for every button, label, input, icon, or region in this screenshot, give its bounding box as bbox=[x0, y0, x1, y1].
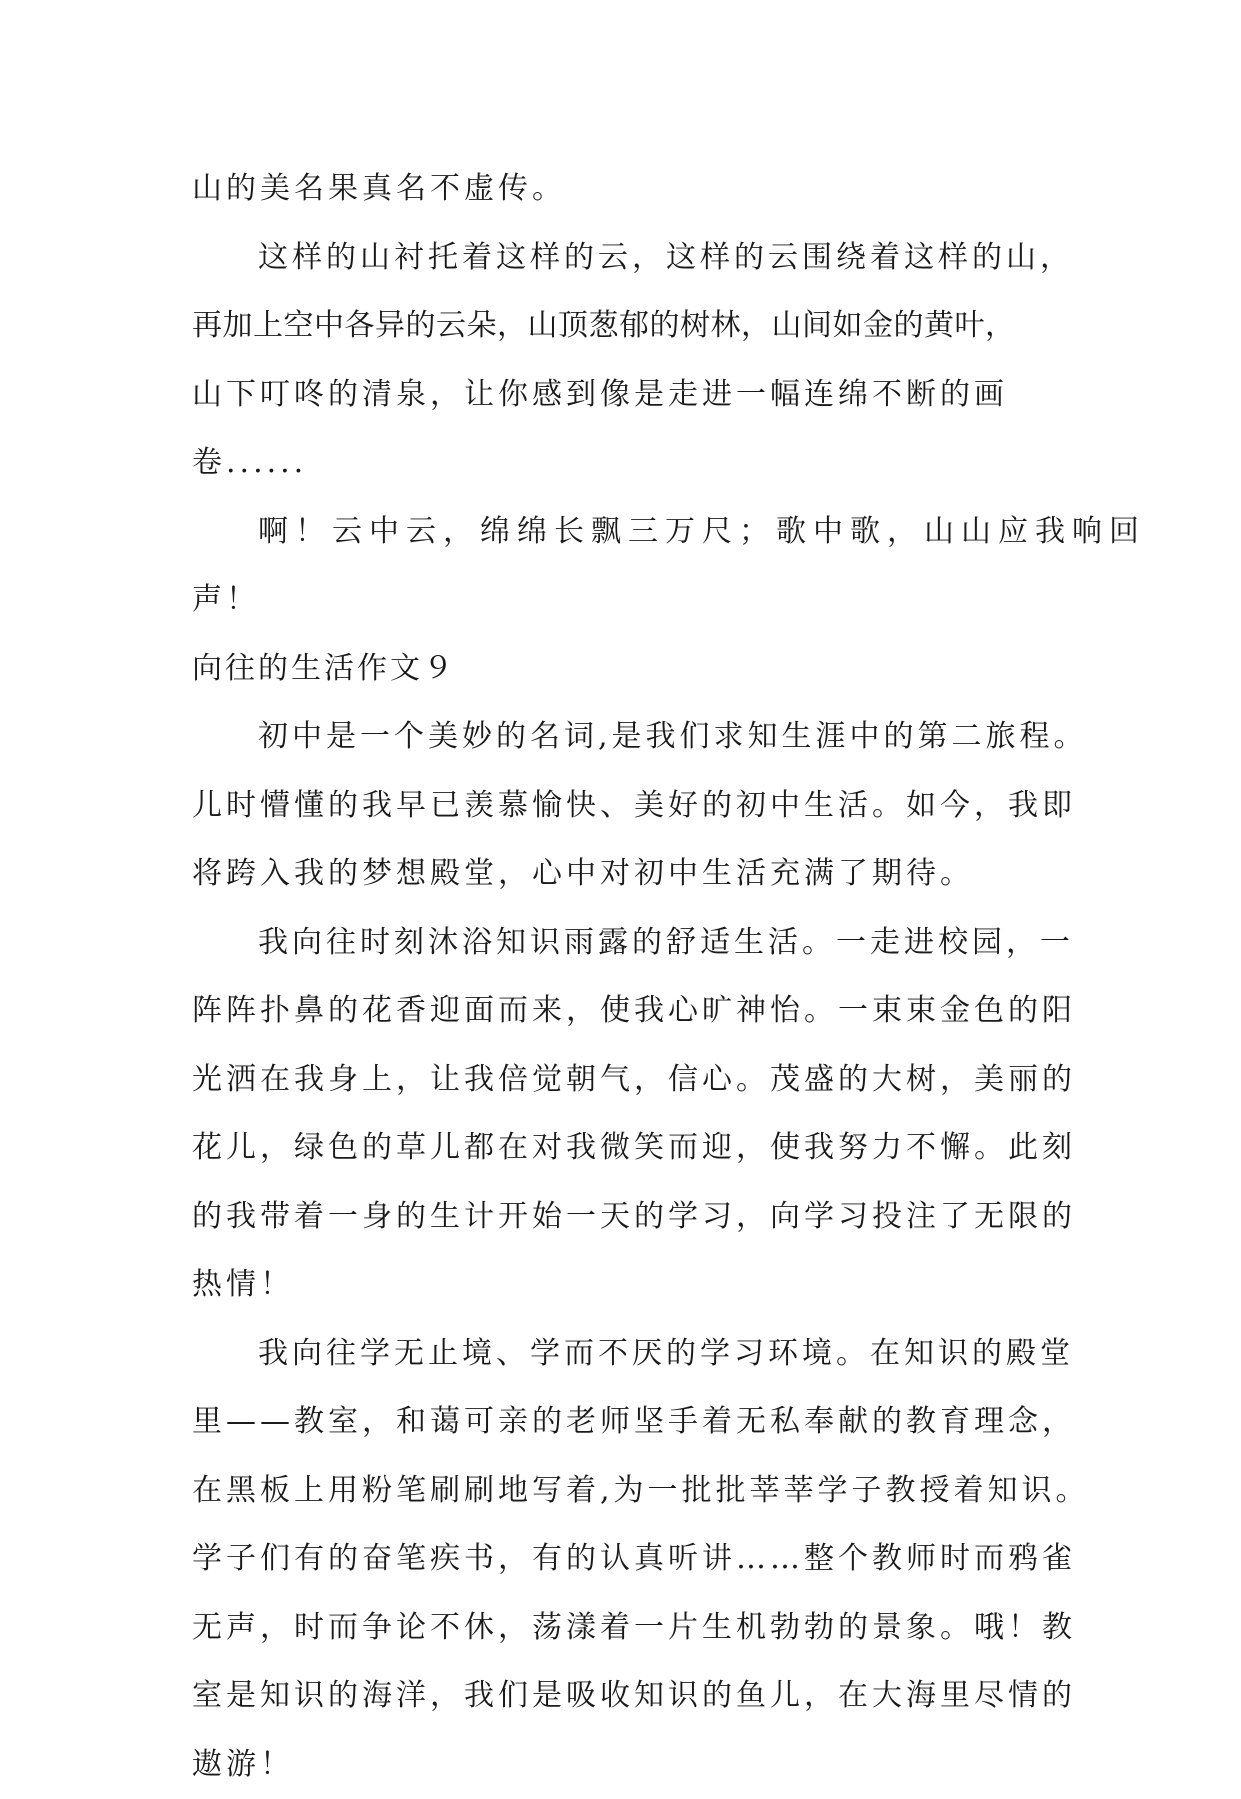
paragraph-line: 儿时懵懂的我早已羡慕愉快、美好的初中生活。如今，我即 bbox=[192, 772, 1052, 841]
paragraph-line: 无声，时而争论不休，荡漾着一片生机勃勃的景象。哦！教 bbox=[192, 1594, 1052, 1663]
paragraph-line: 声！ bbox=[192, 566, 1052, 635]
paragraph-first-line: 我向往学无止境、学而不厌的学习环境。在知识的殿堂 bbox=[192, 1320, 1052, 1389]
paragraph-line: 遨游！ bbox=[192, 1731, 1052, 1799]
paragraph-line: 热情！ bbox=[192, 1251, 1052, 1320]
paragraph-line: 的我带着一身的生计开始一天的学习，向学习投注了无限的 bbox=[192, 1183, 1052, 1252]
paragraph-line: 卷...... bbox=[192, 429, 1052, 498]
paragraph-line: 山下叮咚的清泉，让你感到像是走进一幅连绵不断的画 bbox=[192, 361, 1052, 430]
paragraph-line: 学子们有的奋笔疾书，有的认真听讲……整个教师时而鸦雀 bbox=[192, 1525, 1052, 1594]
paragraph-line: 在黑板上用粉笔刷刷地写着,为一批批莘莘学子教授着知识。 bbox=[192, 1457, 1052, 1526]
paragraph-first-line: 初中是一个美妙的名词,是我们求知生涯中的第二旅程。 bbox=[192, 703, 1052, 772]
paragraph-first-line: 这样的山衬托着这样的云，这样的云围绕着这样的山， bbox=[192, 224, 1052, 293]
paragraph-line: 再加上空中各异的云朵，山顶葱郁的树林，山间如金的黄叶， bbox=[192, 292, 1052, 361]
paragraph-line: 里——教室，和蔼可亲的老师坚手着无私奉献的教育理念， bbox=[192, 1388, 1052, 1457]
paragraph-line: 阵阵扑鼻的花香迎面而来，使我心旷神怡。一束束金色的阳 bbox=[192, 977, 1052, 1046]
essay-text bbox=[192, 155, 1052, 1799]
paragraph-first-line: 我向往时刻沐浴知识雨露的舒适生活。一走进校园，一 bbox=[192, 909, 1052, 978]
paragraph-line: 光洒在我身上，让我倍觉朝气，信心。茂盛的大树，美丽的 bbox=[192, 1046, 1052, 1115]
paragraph-line: 将跨入我的梦想殿堂，心中对初中生活充满了期待。 bbox=[192, 840, 1052, 909]
paragraph-line: 山的美名果真名不虚传。 bbox=[192, 155, 1052, 224]
paragraph-line: 花儿，绿色的草儿都在对我微笑而迎，使我努力不懈。此刻 bbox=[192, 1114, 1052, 1183]
essay-title: 向往的生活作文９ bbox=[192, 635, 1052, 704]
paragraph-line: 室是知识的海洋，我们是吸收知识的鱼儿，在大海里尽情的 bbox=[192, 1662, 1052, 1731]
paragraph-first-line: 啊！云中云，绵绵长飘三万尺；歌中歌，山山应我响回 bbox=[192, 498, 1052, 567]
